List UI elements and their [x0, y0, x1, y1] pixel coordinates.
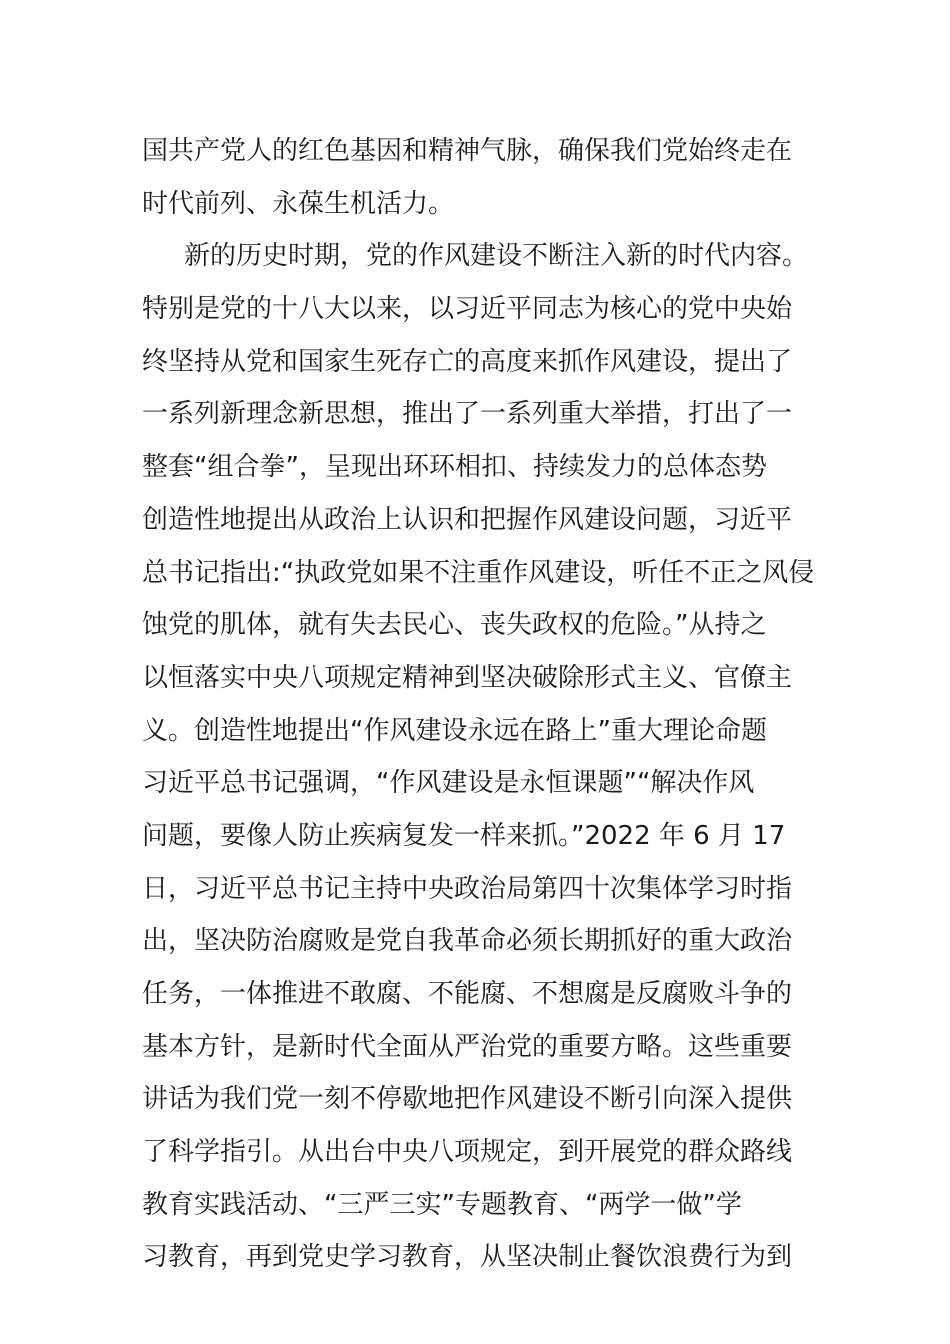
text-line: 日，习近平总书记主持中央政治局第四十次集体学习时指	[142, 873, 793, 904]
text-line: 习近平总书记强调，“作风建设是永恒课题”“解决作风	[142, 768, 755, 799]
text-line: 讲话为我们党一刻不停歇地把作风建设不断引向深入提供	[142, 1084, 793, 1115]
text-line: 总书记指出:“执政党如果不注重作风建设，听任不正之风侵	[142, 557, 815, 588]
text-line: 国共产党人的红色基因和精神气脉，确保我们党始终走在	[142, 136, 793, 166]
text-line: 终坚持从党和国家生死存亡的高度来抓作风建设，提出了	[142, 346, 793, 377]
text-line: 教育实践活动、“三严三实”专题教育、“两学一做”学	[142, 1189, 742, 1220]
text-line: 创造性地提出从政治上认识和把握作风建设问题，习近平	[142, 504, 793, 535]
text-line: 特别是党的十八大以来，以习近平同志为核心的党中央始	[142, 294, 793, 325]
paragraph-start-line: 新的历史时期，党的作风建设不断注入新的时代内容。	[184, 241, 809, 272]
text-line: 时代前列、永葆生机活力。	[142, 188, 455, 219]
text-line: 出，坚决防治腐败是党自我革命必须长期抓好的重大政治	[142, 926, 793, 957]
text-line: 任务，一体推进不敢腐、不能腐、不想腐是反腐败斗争的	[142, 979, 793, 1009]
text-line: 义。创造性地提出“作风建设永远在路上”重大理论命题	[142, 715, 767, 746]
text-line: 了科学指引。从出台中央八项规定，到开展党的群众路线	[142, 1137, 793, 1168]
text-line: 基本方针，是新时代全面从严治党的重要方略。这些重要	[142, 1031, 793, 1062]
text-line: 整套“组合拳”，呈现出环环相扣、持续发力的总体态势	[142, 452, 767, 483]
text-line: 一系列新理念新思想，推出了一系列重大举措，打出了一	[142, 399, 793, 430]
text-line: 蚀党的肌体，就有失去民心、丧失政权的危险。”从持之	[142, 610, 767, 641]
text-line: 问题，要像人防止疾病复发一样来抓。”2022 年 6 月 17	[142, 820, 786, 851]
body-text	[142, 125, 822, 1284]
text-line: 以恒落实中央八项规定精神到坚决破除形式主义、官僚主	[142, 662, 793, 693]
text-line: 习教育，再到党史学习教育，从坚决制止餐饮浪费行为到	[142, 1242, 793, 1273]
